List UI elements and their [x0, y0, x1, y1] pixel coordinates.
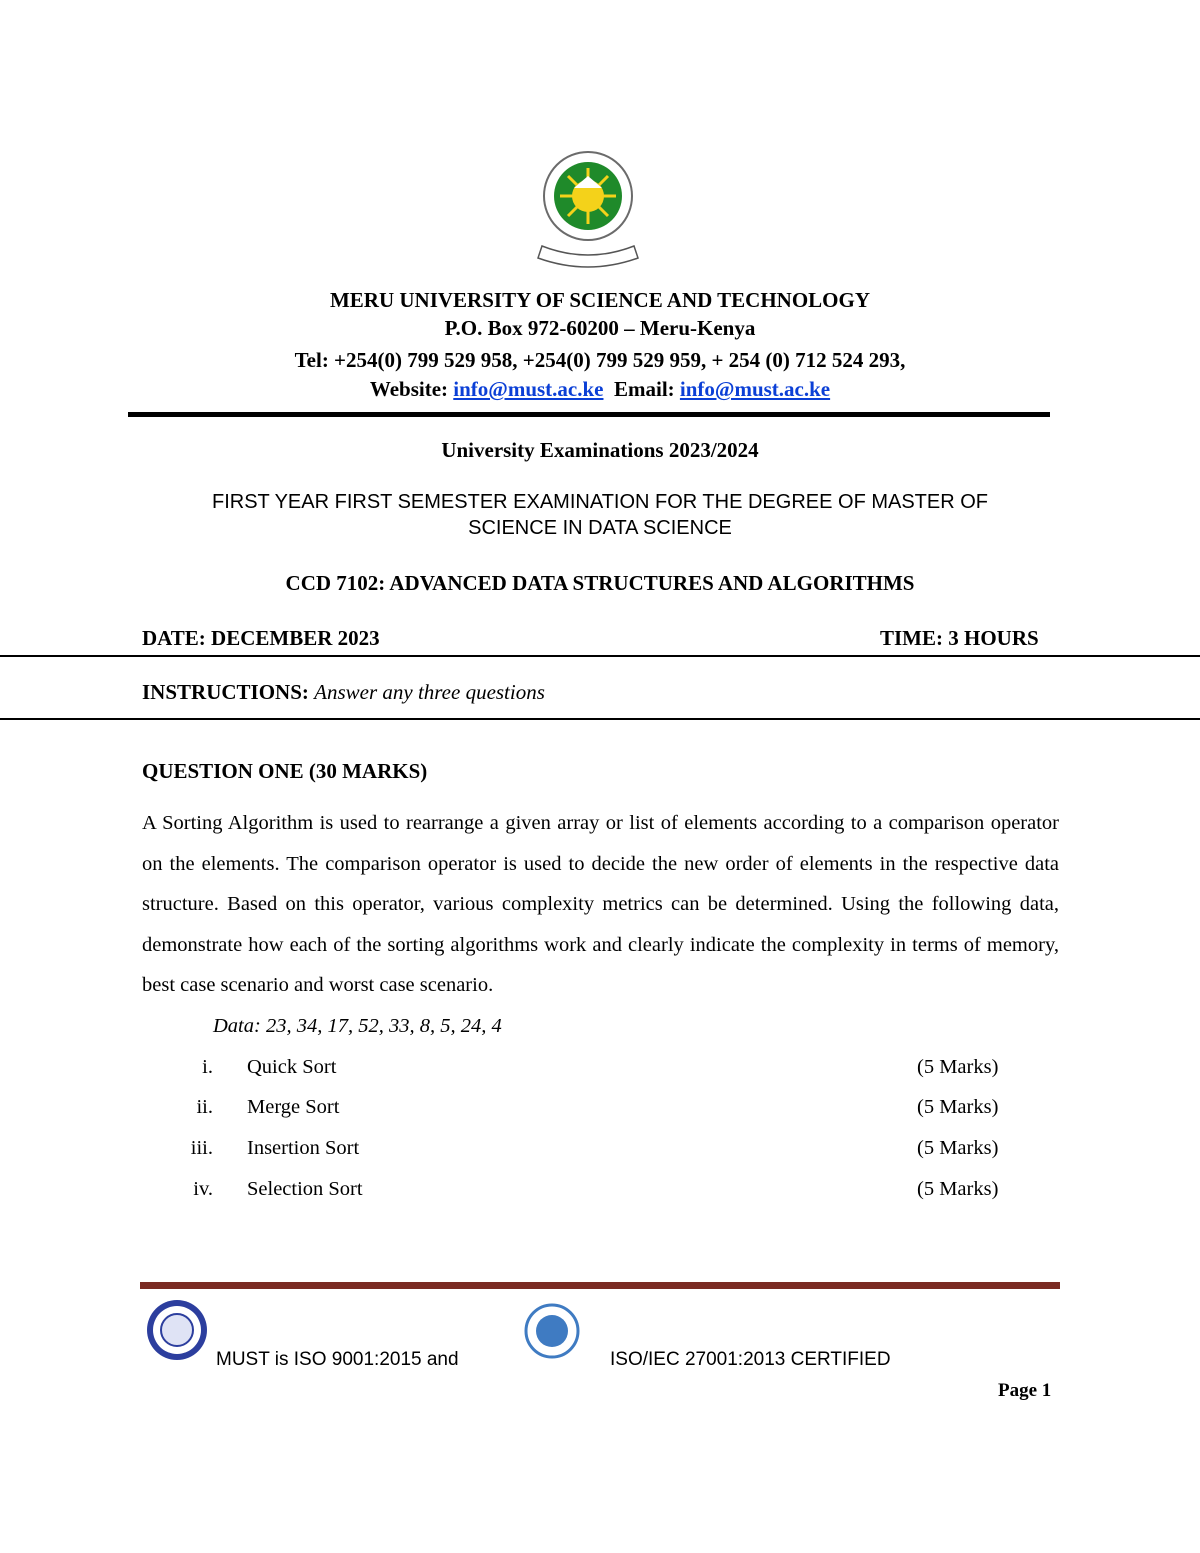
item-label: Merge Sort — [247, 1096, 340, 1118]
item-marks: (5 Marks) — [917, 1096, 999, 1118]
item-label: Selection Sort — [247, 1178, 363, 1200]
course-title: CCD 7102: ADVANCED DATA STRUCTURES AND ALGORITHMS — [285, 571, 915, 595]
iso-27001-certification: ISO/IEC 27001:2013 CERTIFIED — [610, 1349, 891, 1370]
item-number: ii. — [196, 1096, 213, 1118]
exam-title: University Examinations 2023/2024 — [441, 438, 759, 462]
university-logo — [530, 138, 646, 274]
program-line-1: FIRST YEAR FIRST SEMESTER EXAMINATION FOR THE DEGREE OF MASTER OF — [211, 491, 989, 513]
item-marks: (5 Marks) — [917, 1178, 999, 1200]
question-body: A Sorting Algorithm is used to rearrange a given array or list of elements according to a comparison operator on the elements. The comparison operator is used to decide the new order of elements in the respective data structure. Based on this operator, various complexity metrics can be determined. Using the following data, demonstrate how each of the sorting algorithms work and clearly indicate the complexity in terms of memory, best case scenario and worst case scenario. — [142, 812, 1059, 996]
email-link[interactable]: info@must.ac.ke — [679, 377, 831, 401]
question-data: Data: 23, 34, 17, 52, 33, 8, 5, 24, 4 — [213, 1015, 502, 1037]
telephone-line: Tel: +254(0) 799 529 958, +254(0) 799 529 959, + 254 (0) 712 524 293, — [294, 348, 906, 372]
website-link[interactable]: info@must.ac.ke — [453, 377, 604, 401]
footer-divider — [140, 1282, 1060, 1289]
item-label: Insertion Sort — [247, 1137, 360, 1159]
header-divider — [128, 412, 1050, 417]
divider-top — [0, 655, 1200, 657]
exam-duration: TIME: 3 HOURS — [880, 626, 1039, 650]
contact-line — [0, 377, 1200, 402]
iso-9001-certification: MUST is ISO 9001:2015 and — [216, 1349, 459, 1370]
program-line-2: SCIENCE IN DATA SCIENCE — [468, 517, 732, 539]
item-number: iii. — [190, 1137, 213, 1159]
item-marks: (5 Marks) — [917, 1056, 999, 1078]
instructions — [142, 680, 545, 705]
email-label: Email: — [613, 377, 675, 401]
item-number: i. — [202, 1056, 213, 1078]
divider-bottom — [0, 718, 1200, 720]
instructions-text: Answer any three questions — [314, 680, 545, 704]
page-number: Page 1 — [998, 1380, 1052, 1401]
item-label: Quick Sort — [247, 1056, 337, 1078]
instructions-label: INSTRUCTIONS: — [142, 680, 309, 704]
item-marks: (5 Marks) — [917, 1137, 999, 1159]
kebs-seal-icon — [145, 1298, 209, 1362]
university-name: MERU UNIVERSITY OF SCIENCE AND TECHNOLOGY — [329, 288, 871, 312]
postal-address: P.O. Box 972-60200 – Meru-Kenya — [444, 316, 756, 340]
exam-date: DATE: DECEMBER 2023 — [142, 626, 380, 650]
website-label: Website: — [369, 377, 449, 401]
question-heading: QUESTION ONE (30 MARKS) — [142, 759, 428, 783]
iso-seal-icon — [524, 1303, 580, 1359]
item-number: iv. — [193, 1178, 213, 1200]
